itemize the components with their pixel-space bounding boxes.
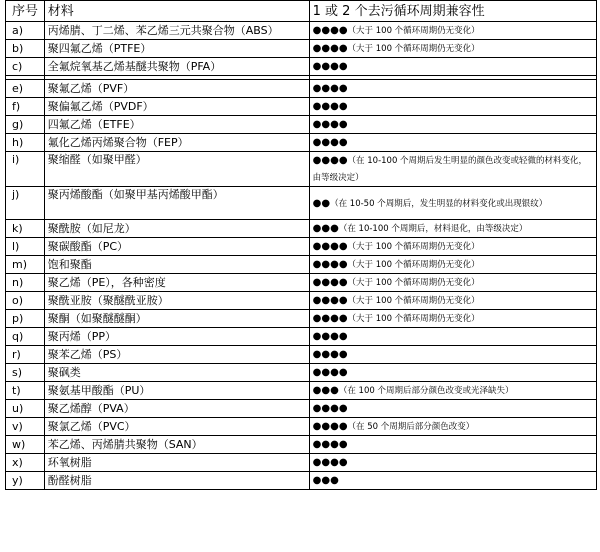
header-rating: 1 或 2 个去污循环周期兼容性 xyxy=(309,1,596,22)
row-index: s) xyxy=(6,364,45,382)
row-rating xyxy=(309,58,596,76)
row-rating xyxy=(309,152,596,187)
table-row xyxy=(6,274,597,292)
table-row xyxy=(6,58,597,76)
row-index: p) xyxy=(6,310,45,328)
row-material: 氟化乙烯丙烯聚合物（FEP） xyxy=(44,134,309,152)
row-rating xyxy=(309,238,596,256)
table-row xyxy=(6,418,597,436)
row-material: 聚丙烯酸酯（如聚甲基丙烯酸甲酯） xyxy=(44,187,309,220)
row-material: 饱和聚酯 xyxy=(44,256,309,274)
header-index: 序号 xyxy=(6,1,45,22)
row-index: n) xyxy=(6,274,45,292)
rating-note: （大于 100 个循环周期仍无变化） xyxy=(347,314,480,324)
table-row xyxy=(6,310,597,328)
rating-dots: ●●●● xyxy=(312,259,348,270)
rating-note: （大于 100 个循环周期仍无变化） xyxy=(347,278,480,288)
table-row xyxy=(6,382,597,400)
rating-note: （在 10-100 个周期后发生明显的颜色改变或轻微的材料变化，由等级决定） xyxy=(312,156,588,183)
row-rating xyxy=(309,472,596,490)
row-rating xyxy=(309,40,596,58)
table-row xyxy=(6,98,597,116)
row-material: 聚乙烯醇（PVA） xyxy=(44,400,309,418)
rating-dots: ●●●● xyxy=(312,331,348,342)
row-rating xyxy=(309,274,596,292)
compatibility-table xyxy=(5,0,597,490)
row-index: j) xyxy=(6,187,45,220)
rating-dots: ●●● xyxy=(312,385,339,396)
table-row xyxy=(6,40,597,58)
row-material: 聚酮（如聚醚醚酮） xyxy=(44,310,309,328)
table-row xyxy=(6,364,597,382)
rating-dots: ●●● xyxy=(312,475,339,486)
rating-dots: ●●●● xyxy=(312,421,348,432)
row-rating xyxy=(309,328,596,346)
table-row xyxy=(6,152,597,187)
rating-dots: ●●● xyxy=(312,223,339,234)
rating-dots: ●●●● xyxy=(312,367,348,378)
row-index: l) xyxy=(6,238,45,256)
rating-dots: ●●●● xyxy=(312,313,348,324)
row-rating xyxy=(309,382,596,400)
rating-note: （大于 100 个循环周期仍无变化） xyxy=(347,260,480,270)
row-index: f) xyxy=(6,98,45,116)
rating-note: （大于 100 个循环周期仍无变化） xyxy=(347,296,480,306)
rating-dots: ●●●● xyxy=(312,83,348,94)
rating-dots: ●●●● xyxy=(312,241,348,252)
row-index: x) xyxy=(6,454,45,472)
rating-note: （大于 100 个循环周期仍无变化） xyxy=(347,242,480,252)
row-index: m) xyxy=(6,256,45,274)
row-material: 聚酰胺（如尼龙） xyxy=(44,220,309,238)
table-row xyxy=(6,400,597,418)
rating-dots: ●●●● xyxy=(312,101,348,112)
row-material: 全氟烷氧基乙烯基醚共聚物（PFA） xyxy=(44,58,309,76)
rating-note: （在 50 个周期后部分颜色改变） xyxy=(347,422,475,432)
row-rating xyxy=(309,436,596,454)
row-material: 四氟乙烯（ETFE） xyxy=(44,116,309,134)
row-index: w) xyxy=(6,436,45,454)
table-row xyxy=(6,472,597,490)
header-material: 材料 xyxy=(44,1,309,22)
table-row xyxy=(6,454,597,472)
row-rating xyxy=(309,310,596,328)
row-material: 聚苯乙烯（PS） xyxy=(44,346,309,364)
rating-dots: ●●●● xyxy=(312,439,348,450)
row-material: 聚砜类 xyxy=(44,364,309,382)
row-index: c) xyxy=(6,58,45,76)
rating-note: （在 10-50 个周期后，发生明显的材料变化或出现银纹） xyxy=(330,198,548,209)
table-row xyxy=(6,220,597,238)
row-material: 聚缩醛（如聚甲醛） xyxy=(44,152,309,187)
row-material: 丙烯腈、丁二烯、苯乙烯三元共聚合物（ABS） xyxy=(44,22,309,40)
row-material: 酚醛树脂 xyxy=(44,472,309,490)
row-rating xyxy=(309,116,596,134)
rating-dots: ●●●● xyxy=(312,137,348,148)
table-row xyxy=(6,256,597,274)
rating-dots: ●● xyxy=(312,197,331,209)
row-index: q) xyxy=(6,328,45,346)
row-index: r) xyxy=(6,346,45,364)
row-rating xyxy=(309,364,596,382)
row-rating xyxy=(309,134,596,152)
rating-dots: ●●●● xyxy=(312,25,348,36)
row-material: 聚氟乙烯（PVF） xyxy=(44,80,309,98)
row-material: 聚氯乙烯（PVC） xyxy=(44,418,309,436)
row-rating xyxy=(309,80,596,98)
row-rating xyxy=(309,346,596,364)
row-rating xyxy=(309,400,596,418)
row-rating xyxy=(309,187,596,220)
table-row xyxy=(6,292,597,310)
row-index: k) xyxy=(6,220,45,238)
table-row xyxy=(6,328,597,346)
row-material: 聚丙烯（PP） xyxy=(44,328,309,346)
table-row xyxy=(6,238,597,256)
table-row xyxy=(6,346,597,364)
row-index: a) xyxy=(6,22,45,40)
row-index: v) xyxy=(6,418,45,436)
row-index: i) xyxy=(6,152,45,187)
row-index: t) xyxy=(6,382,45,400)
row-rating xyxy=(309,418,596,436)
row-rating xyxy=(309,454,596,472)
row-index: y) xyxy=(6,472,45,490)
rating-dots: ●●●● xyxy=(312,295,348,306)
row-material: 聚碳酸酯（PC） xyxy=(44,238,309,256)
table-row xyxy=(6,187,597,220)
row-index: g) xyxy=(6,116,45,134)
row-rating xyxy=(309,292,596,310)
row-index: u) xyxy=(6,400,45,418)
row-material: 聚氨基甲酸酯（PU） xyxy=(44,382,309,400)
rating-note: （大于 100 个循环周期仍无变化） xyxy=(347,26,480,36)
rating-note: （大于 100 个循环周期仍无变化） xyxy=(347,44,480,54)
row-index: h) xyxy=(6,134,45,152)
row-rating xyxy=(309,22,596,40)
rating-note: （在 10-100 个周期后，材料退化，由等级决定） xyxy=(338,224,528,234)
rating-dots: ●●●● xyxy=(312,457,348,468)
table-row xyxy=(6,80,597,98)
row-index: o) xyxy=(6,292,45,310)
row-index: b) xyxy=(6,40,45,58)
rating-note: （在 100 个周期后部分颜色改变或光泽缺失） xyxy=(338,386,514,396)
table-row xyxy=(6,116,597,134)
rating-dots: ●●●● xyxy=(312,349,348,360)
row-rating xyxy=(309,98,596,116)
row-rating xyxy=(309,256,596,274)
table-row xyxy=(6,22,597,40)
rating-dots: ●●●● xyxy=(312,61,348,72)
rating-dots: ●●●● xyxy=(312,155,348,166)
row-material: 聚酰亚胺（聚醚酰亚胺） xyxy=(44,292,309,310)
row-index: e) xyxy=(6,80,45,98)
row-rating xyxy=(309,220,596,238)
rating-dots: ●●●● xyxy=(312,43,348,54)
table-row xyxy=(6,134,597,152)
row-material: 聚四氟乙烯（PTFE） xyxy=(44,40,309,58)
row-material: 环氧树脂 xyxy=(44,454,309,472)
table-row xyxy=(6,436,597,454)
row-material: 聚乙烯（PE），各种密度 xyxy=(44,274,309,292)
row-material: 苯乙烯、丙烯腈共聚物（SAN） xyxy=(44,436,309,454)
table-header-row xyxy=(6,1,597,22)
row-material: 聚偏氟乙烯（PVDF） xyxy=(44,98,309,116)
rating-dots: ●●●● xyxy=(312,403,348,414)
rating-dots: ●●●● xyxy=(312,277,348,288)
rating-dots: ●●●● xyxy=(312,119,348,130)
